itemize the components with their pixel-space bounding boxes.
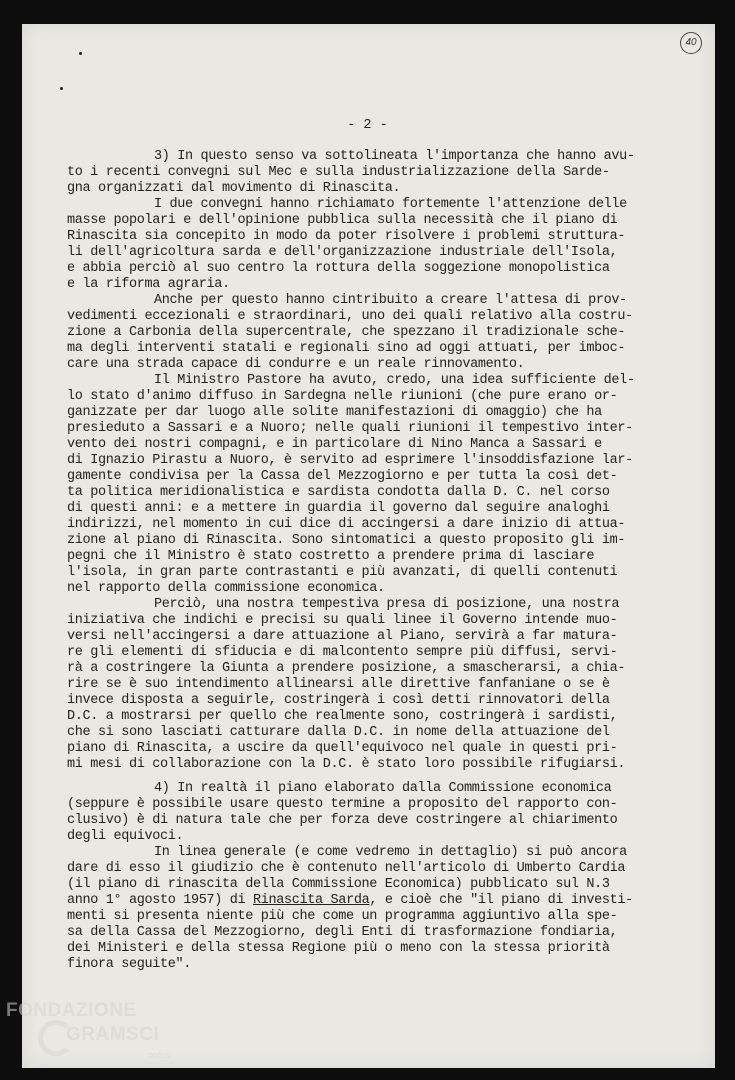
text-line: versi nell'accingersi a dare attuazione al Piano, servirà a far matura- [67,629,618,644]
text-line: menti si presenta niente più che come un programma aggiuntivo alla spe- [67,909,618,924]
text-line: 3) In questo senso va sottolineata l'importanza che hanno avu- [154,149,635,164]
text-line: Perciò, una nostra tempestiva presa di posizione, una nostra [154,597,620,612]
text-line: dare di esso il giudizio che è contenuto nell'articolo di Umberto Cardia [67,861,626,876]
text-line: nel rapporto della commissione economica. [67,581,385,596]
text-line: ma degli interventi statali e regionali sino ad oggi attuati, per imboc- [67,341,626,356]
text-line: (seppure è possibile usare questo termine a proposito del rapporto con- [67,797,618,812]
text-line: ta politica meridionalistica e sardista condotta dalla D. C. nel corso [67,485,610,500]
text-line: li dell'agricoltura sarda e dell'organizzazione industriale dell'Isola, [67,245,618,260]
page-number: - 2 - [347,118,388,133]
text-line: (il piano di rinascita della Commissione Economica) pubblicato sul N.3 [67,877,610,892]
text-line: vento dei nostri compagni, e in particolare di Nino Manca a Sassari e [67,437,602,452]
text-line: sa della Cassa del Mezzogiorno, degli Enti di trasformazione fondiaria, [67,925,618,940]
text-line: clusivo) è di natura tale che per forza deve costringere al chiarimento [67,813,618,828]
text-line: di questi anni: e a mettere in guardia il governo dal seguire analoghi [67,501,610,516]
text-line: zione a Carbonia della supercentrale, che spezzano il tradizionale sche- [67,325,626,340]
text-line: Anche per questo hanno cintribuito a creare l'attesa di prov- [154,293,627,308]
text-line: piano di Rinascita, a uscire da quell'equivoco nel quale in questi pri- [67,741,618,756]
text-line: zione al piano di Rinascita. Sono sintomatici a questo proposito gli im- [67,533,626,548]
text-line: Rinascita sia concepito in modo da poter risolvere i problemi struttura- [67,229,626,244]
watermark-line1: FONDAZIONE [6,1000,137,1021]
text-line: D.C. a mostrarsi per quello che realmente sono, costringerà i sardisti, [67,709,618,724]
text-line: di Ignazio Pirastu a Nuoro, è servito ad esprimere l'insoddisfazione lar- [67,453,633,468]
text-line: pegni che il Ministro è stato costretto a prendere prima di lasciare [67,549,595,564]
text-line: degli equivoci. [67,829,184,844]
archive-page-marker: 40 [680,32,702,54]
text-line: vedimenti eccezionali e straordinari, uno dei quali relativo alla costru- [67,309,633,324]
text-line: gamente condivisa per la Cassa del Mezzogiorno e per tutta la così det- [67,469,618,484]
text-line: ganizzate per dar luogo alle solite manifestazioni di omaggio) che ha [67,405,602,420]
text-line: indirizzi, nel momento in cui dice di accingersi a dare inizio di attua- [67,517,626,532]
text-line: 4) In realtà il piano elaborato dalla Commissione economica [154,781,612,796]
text-line: gna organizzati dal movimento di Rinascita. [67,181,401,196]
text-line: lo stato d'animo diffuso in Sardegna nelle riunioni (che pure erano or- [67,389,618,404]
text-segment: , e cioè che "il piano di investi- [369,893,633,908]
watermark-line3: onlus [148,1050,170,1060]
text-line: to i recenti convegni sul Mec e sulla industrializzazione della Sarde- [67,165,610,180]
text-line: mi mesi di collaborazione con la D.C. è stato loro possibile rifugiarsi. [67,757,626,772]
text-line: rire se è suo intendimento allinearsi alle direttive fanfaniane o se è [67,677,610,692]
text-line: I due convegni hanno richiamato fortemente l'attenzione delle [154,197,627,212]
text-segment: anno 1° agosto 1957) di [67,893,254,908]
text-line: re gli elementi di sfiducia e di malcontento sempre più diffusi, servi- [67,645,618,660]
text-line: presieduto a Sassari e a Nuoro; nelle quali riunioni il tempestivo inter- [67,421,633,436]
text-line: e abbia perciò al suo centro la rottura della soggezione monopolistica [67,261,610,276]
watermark-line2: GRAMSCI [66,1024,160,1045]
publication-title: Rinascita Sarda [253,893,370,908]
text-line: Il Ministro Pastore ha avuto, credo, una idea sufficiente del- [154,373,635,388]
text-line: In linea generale (e come vedremo in dettaglio) si può ancora [154,845,627,860]
text-line: e la riforma agraria. [67,277,230,292]
text-line: masse popolari e dell'opinione pubblica sulla necessità che il piano di [67,213,618,228]
paper-speck [60,87,63,90]
text-line: invece disposta a seguirle, costringerà i così detti rinnovatori della [67,693,610,708]
text-line: iniziativa che indichi e precisi su quali linee il Governo intende muo- [67,613,618,628]
archive-watermark [6,998,206,1076]
text-line: care una strada capace di condurre e un reale rinnovamento. [67,357,525,372]
text-line: l'isola, in gran parte contrastanti e più avanzati, di quelli contenuti [67,565,618,580]
text-line: finora seguite". [67,957,192,972]
text-line-with-title [67,893,633,909]
text-line: che si sono lasciati catturare dalla D.C. in nome della attuazione del [67,725,610,740]
text-line: rà a costringere la Giunta a prendere posizione, a smascherarsi, a chia- [67,661,626,676]
text-line: dei Ministeri e della stessa Regione più o meno con la stessa priorità [67,941,610,956]
paper-speck [79,52,82,55]
